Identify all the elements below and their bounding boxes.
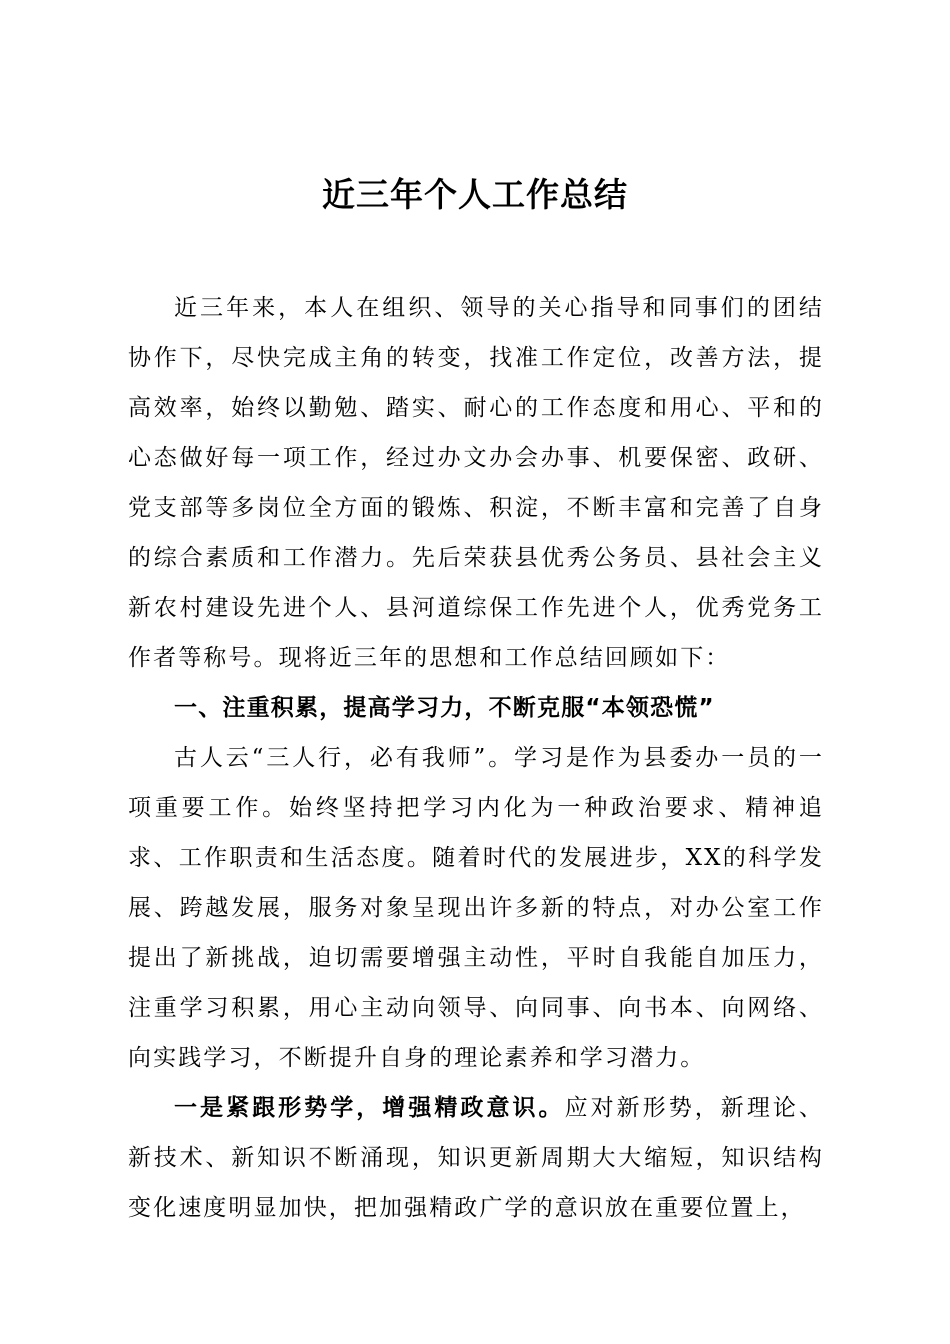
intro-paragraph: 近三年来，本人在组织、领导的关心指导和同事们的团结协作下，尽快完成主角的转变，找准工作定位，改善方法，提高效率，始终以勤勉、踏实、耐心的工作态度和用心、平和的心态做好每一项工作，经过办文办会办事、机要保密、政研、党支部等多岗位全方面的锻炼、积淀，不断丰富和完善了自身的综合素质和工作潜力。先后荣获县优秀公务员、县社会主义新农村建设先进个人、县河道综保工作先进个人，优秀党务工作者等称号。现将近三年的思想和工作总结回顾如下： bbox=[128, 295, 824, 671]
point-1-lead: 一是紧跟形势学，增强精政意识。 bbox=[174, 1094, 565, 1121]
document-body bbox=[128, 283, 824, 1233]
section-1-point-1 bbox=[128, 1083, 824, 1233]
document-title: 近三年个人工作总结 bbox=[322, 175, 628, 214]
section-heading-1: 一、注重积累，提高学习力，不断克服“本领恐慌” bbox=[174, 695, 715, 721]
section-1-paragraph: 古人云“三人行，必有我师”。学习是作为县委办一员的一项重要工作。始终坚持把学习内化为一种政治要求、精神追求、工作职责和生活态度。随着时代的发展进步，XX的科学发展、跨越发展，服务对象呈现出许多新的特点，对办公室工作提出了新挑战，迫切需要增强主动性，平时自我能自加压力，注重学习积累，用心主动向领导、向同事、向书本、向网络、向实践学习，不断提升自身的理论素养和学习潜力。 bbox=[128, 745, 824, 1071]
point-1-text: 应对新形势，新理论、新技术、新知识不断涌现，知识更新周期大大缩短，知识结构变化速度明显加快，把加强精政广学的意识放在重要位置上， bbox=[128, 1095, 824, 1221]
